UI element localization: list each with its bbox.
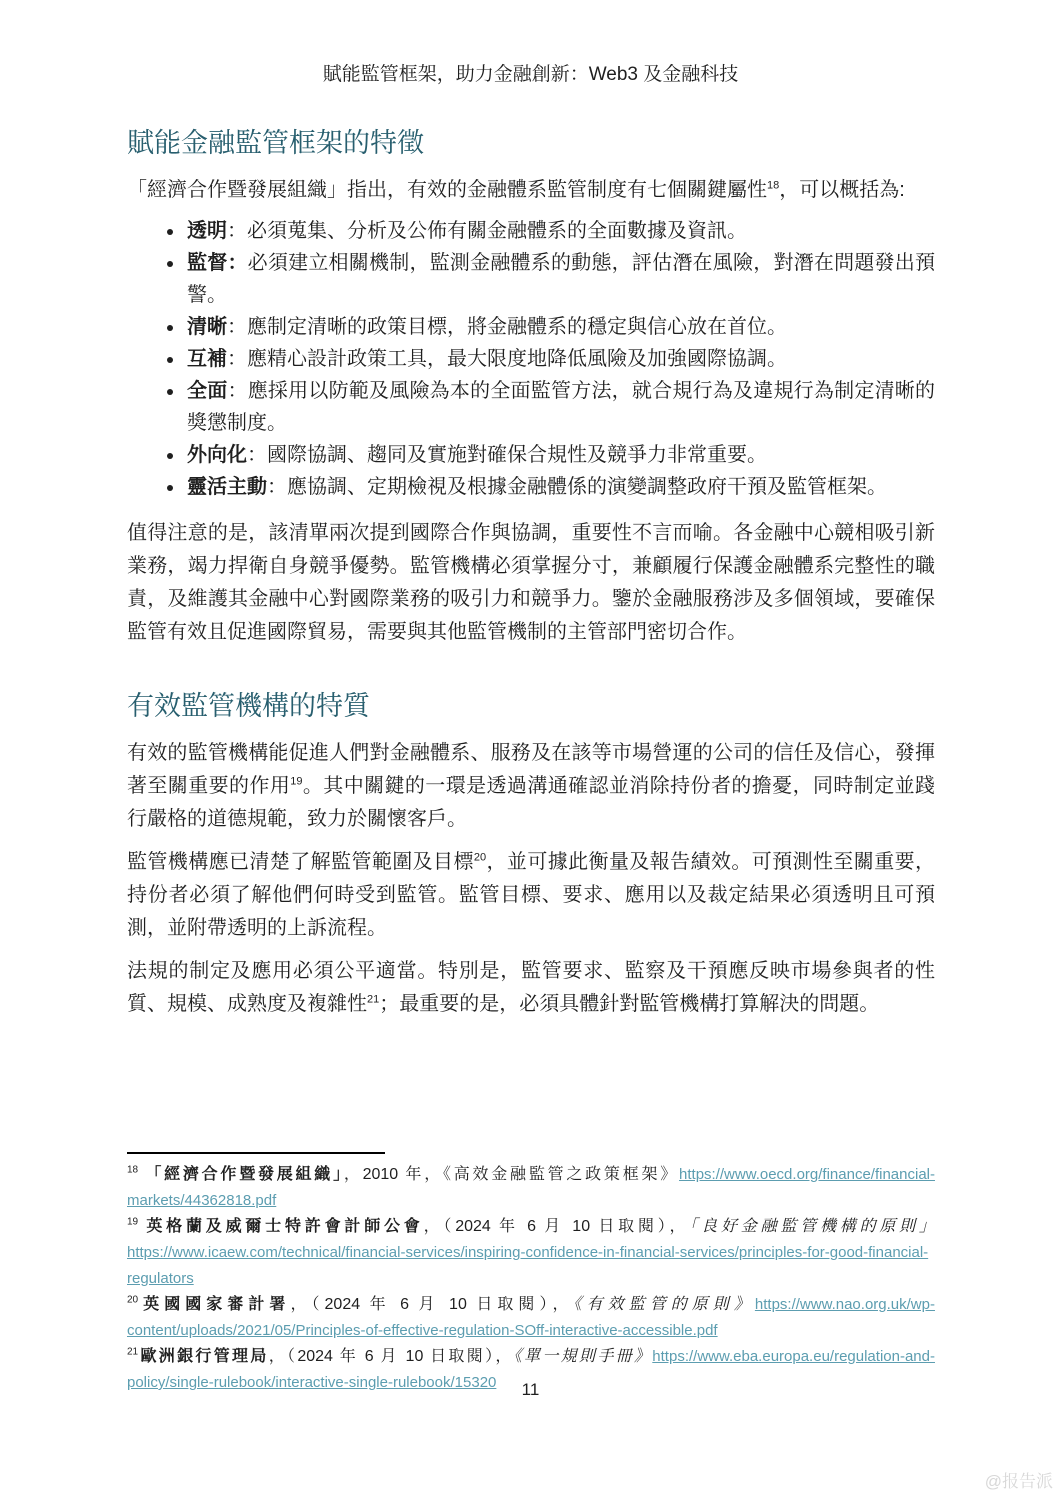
page-content <box>127 126 935 1021</box>
footnote-18 <box>127 1162 935 1214</box>
bullet-sep: ： <box>227 380 248 402</box>
footnote-text: ，（2024 年 6 月 10 日取閱）， <box>268 1348 514 1365</box>
section1-intro-paragraph <box>127 174 935 207</box>
bullet-text: 必須蒐集、分析及公佈有關金融體系的全面數據及資訊。 <box>247 220 747 242</box>
footnote-ref-20: 20 <box>473 851 487 864</box>
bullet-item-transparency <box>185 215 935 247</box>
bullet-term: 外向化 <box>187 444 247 466</box>
footnote-title: 「良好金融監管機構的原則」 <box>689 1218 935 1235</box>
footnote-link[interactable]: https://www.nao.org.uk/wp-content/uploads/2021/05/Principles-of-effective-regulation-SOff-interactive-accessible.pdf <box>127 1296 935 1339</box>
footnote-ref-18: 18 <box>767 179 780 192</box>
footnote-source: 英格蘭及威爾士特許會計師公會 <box>146 1218 424 1235</box>
bullet-term: 清晰 <box>187 316 227 338</box>
attribute-bullet-list <box>127 215 935 503</box>
bullet-text: 應協調、定期檢視及根據金融體係的演變調整政府干預及監管框架。 <box>287 476 887 498</box>
footnote-link[interactable]: https://www.eba.europa.eu/regulation-and-policy/single-rulebook/interactive-single-rulebook/15320 <box>127 1348 935 1391</box>
page-header-title: 賦能監管框架，助力金融創新：Web3 及金融科技 <box>322 64 739 85</box>
section1-title: 賦能金融監管框架的特徵 <box>127 128 424 158</box>
footnote-text: ，（2024 年 6 月 10 日取閱）， <box>423 1218 690 1235</box>
bullet-item-outward <box>185 439 935 471</box>
footnote-number: 21 <box>127 1346 139 1358</box>
bullet-term: 全面 <box>187 380 228 402</box>
footnote-20 <box>127 1292 935 1344</box>
footnote-source: 歐洲銀行管理局 <box>138 1348 269 1365</box>
section2-paragraph-1 <box>127 737 935 836</box>
paragraph-text: 法規的制定及應用必須公平適當。特別是，監管要求、監察及干預應反映市場參與者的性質、規模、成熟度及複雜性 <box>127 960 935 1015</box>
footnote-text: ，2010 年，《高效金融監管之政策框架》 <box>343 1166 680 1183</box>
section1-closing-paragraph: 值得注意的是，該清單兩次提到國際合作與協調，重要性不言而喻。各金融中心競相吸引新業務，竭力捍衛自身競爭優勢。監管機構必須掌握分寸，兼顧履行保護金融體系完整性的職責，及維護其金融中心對國際業務的吸引力和競爭力。鑒於金融服務涉及多個領域，要確保監管有效且促進國際貿易，需要與其他監管機制的主管部門密切合作。 <box>127 522 935 643</box>
bullet-text: 必須建立相關機制，監測金融體系的動態，評估潛在風險，對潛在問題發出預警。 <box>187 252 936 306</box>
footnote-ref-19: 19 <box>290 775 303 788</box>
footnote-19 <box>127 1214 935 1292</box>
bullet-sep: ： <box>267 476 287 498</box>
page-number: 11 <box>521 1380 540 1399</box>
footnote-number: 19 <box>127 1216 139 1228</box>
footnote-ref-21: 21 <box>367 993 380 1006</box>
bullet-term: 靈活主動 <box>187 476 267 498</box>
bullet-term: 監督： <box>187 252 248 274</box>
paragraph-text-after: ；最重要的是，必須具體針對監管機構打算解決的問題。 <box>379 993 880 1015</box>
bullet-term: 透明 <box>187 220 227 242</box>
section2-title: 有效監管機構的特質 <box>127 691 370 721</box>
footnote-area <box>127 1152 935 1396</box>
footnote-separator-line <box>127 1152 385 1154</box>
paragraph-text-after: ，並可據此衡量及報告績效。可預測性至關重要，持份者必須了解他們何時受到監管。監管目標、要求、應用以及裁定結果必須透明且可預測，並附帶透明的上訴流程。 <box>127 851 936 939</box>
footnote-link[interactable]: https://www.icaew.com/technical/financial-services/inspiring-confidence-in-financial-services/principles-for-good-financial-regulators <box>127 1244 929 1287</box>
bullet-sep: ： <box>227 348 247 370</box>
bullet-item-agile <box>185 471 935 503</box>
paragraph-text-after: 。其中關鍵的一環是透過溝通確認並消除持份者的擔憂，同時制定並踐行嚴格的道德規範，致力於關懷客戶。 <box>127 775 936 830</box>
bullet-sep: ： <box>227 316 247 338</box>
bullet-text: 國際協調、趨同及實施對確保合規性及競爭力非常重要。 <box>267 444 767 466</box>
footnote-text: ，（2024 年 6 月 10 日取閱）， <box>290 1296 574 1313</box>
bullet-text: 應採用以防範及風險為本的全面監管方法，就合規行為及違規行為制定清晰的獎懲制度。 <box>187 380 936 434</box>
watermark: @报告派 <box>984 1472 1053 1491</box>
paragraph-text: 監管機構應已清楚了解監管範圍及目標 <box>127 851 474 873</box>
bullet-sep: ： <box>227 220 247 242</box>
bullet-item-clarity <box>185 311 935 343</box>
bullet-item-complementarity <box>185 343 935 375</box>
intro-text: 「經濟合作暨發展組織」指出，有效的金融體系監管制度有七個關鍵屬性 <box>127 179 767 201</box>
footnote-source: 「經濟合作暨發展組織」 <box>145 1166 344 1183</box>
bullet-text: 應制定清晰的政策目標，將金融體系的穩定與信心放在首位。 <box>247 316 787 338</box>
section2-paragraph-2 <box>127 846 935 945</box>
footnote-title: 《單一規則手冊》 <box>513 1348 653 1365</box>
footnote-title: 《有效監管的原則》 <box>573 1296 755 1313</box>
bullet-term: 互補 <box>187 348 227 370</box>
footnote-number: 20 <box>127 1294 139 1306</box>
intro-text-after: ，可以概括為: <box>779 179 905 201</box>
bullet-text: 應精心設計政策工具，最大限度地降低風險及加強國際協調。 <box>247 348 787 370</box>
footnote-link[interactable]: https://www.oecd.org/finance/financial-markets/44362818.pdf <box>127 1166 935 1209</box>
bullet-item-supervision <box>185 247 935 311</box>
footnote-source: 英國國家審計署 <box>138 1296 291 1313</box>
bullet-item-comprehensive <box>185 375 935 439</box>
paragraph-text: 有效的監管機構能促進人們對金融體系、服務及在該等市場營運的公司的信任及信心，發揮著至關重要的作用 <box>127 742 935 797</box>
bullet-sep: ： <box>247 444 267 466</box>
footnote-number: 18 <box>127 1164 139 1176</box>
section2-paragraph-3 <box>127 955 935 1021</box>
